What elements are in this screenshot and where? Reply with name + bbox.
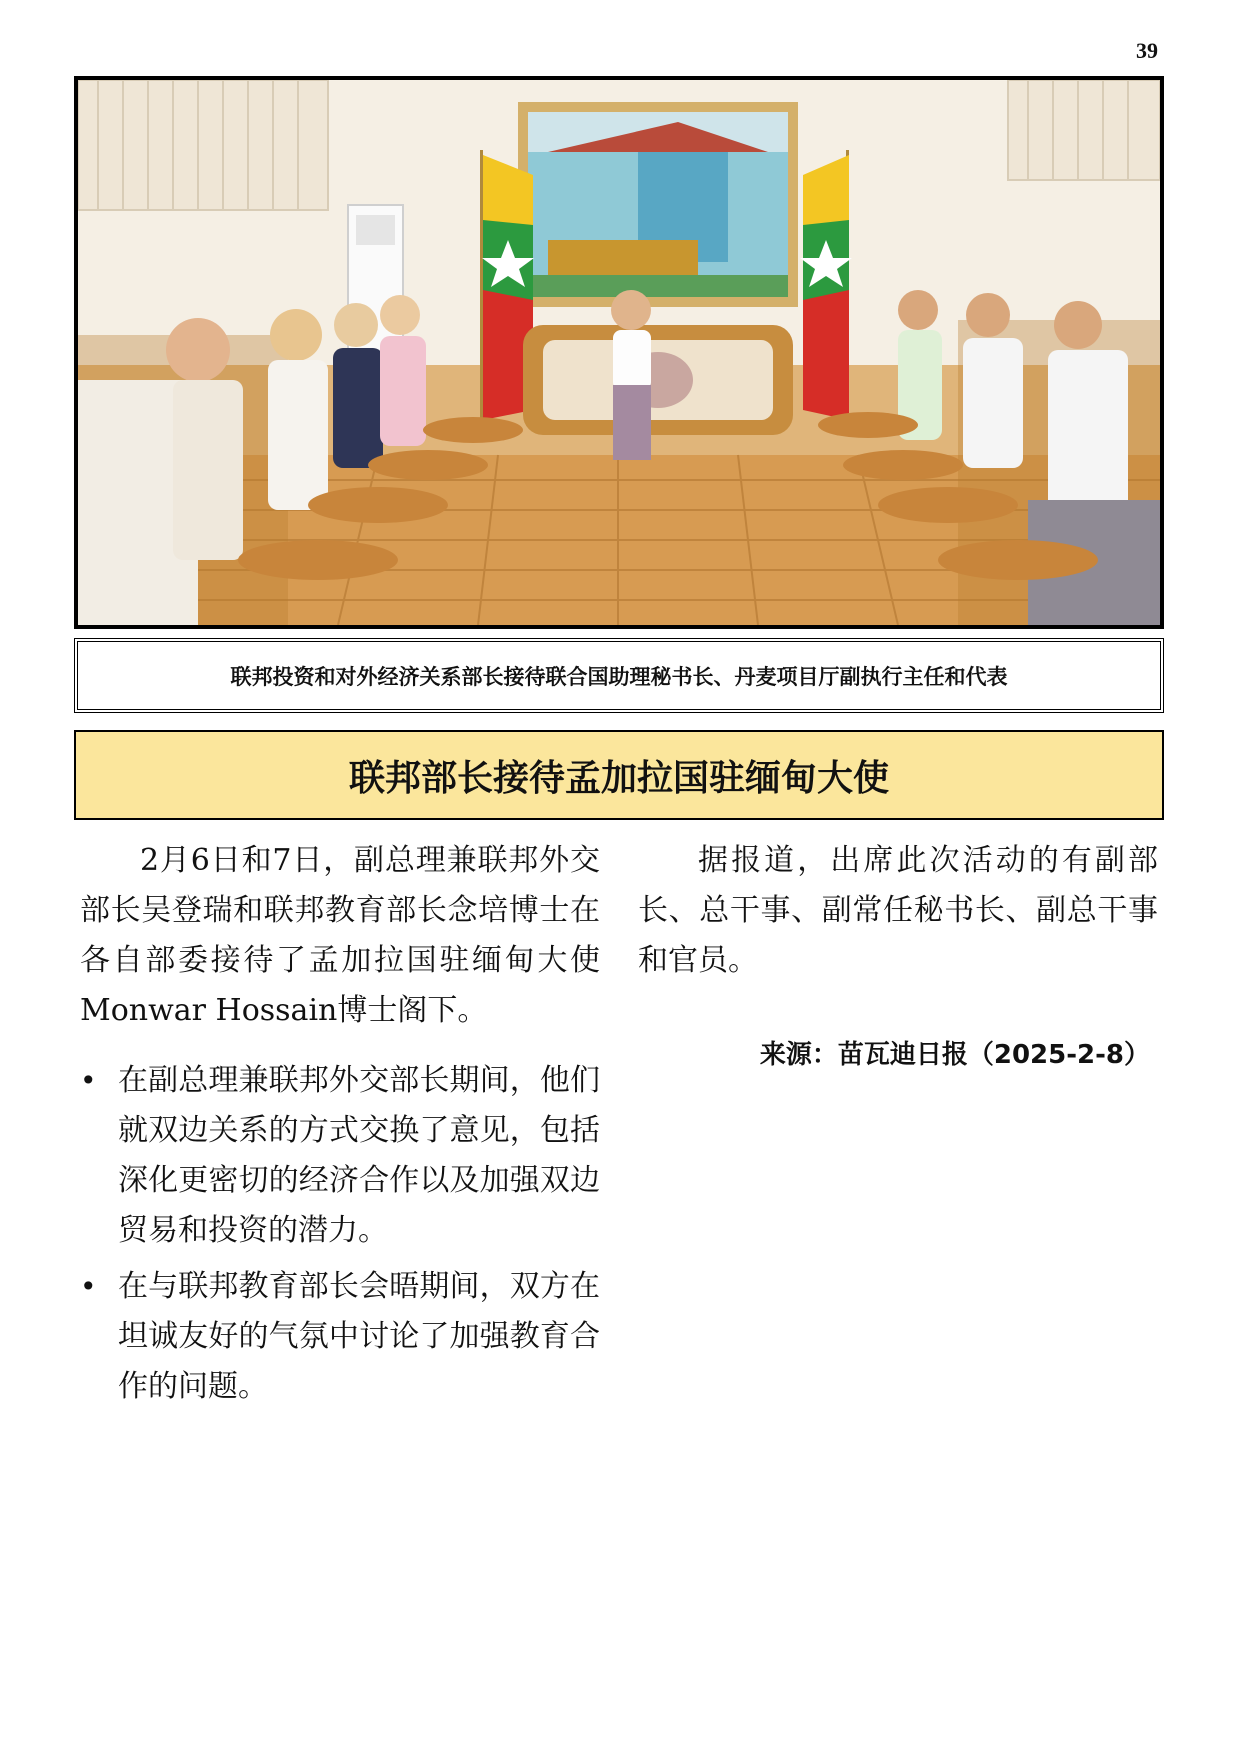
wall-painting [518,102,798,307]
article-title: 联邦部长接待孟加拉国驻缅甸大使 [74,730,1164,820]
article-column-right [638,836,1158,1080]
photo-caption: 联邦投资和对外经济关系部长接待联合国助理秘书长、丹麦项目厅副执行主任和代表 [74,638,1164,713]
bullet-icon: • [80,1270,97,1303]
bullet-list [80,1056,600,1412]
central-sofa [523,325,793,435]
bullet-icon: • [80,1064,97,1097]
article-column-left [80,836,600,1418]
curtain-left [78,80,328,210]
bullet-text: 在与联邦教育部长会晤期间，双方在坦诚友好的气氛中讨论了加强教育合作的问题。 [118,1269,600,1404]
flag-right [800,150,852,430]
central-person [611,290,651,460]
bullet-text: 在副总理兼联邦外交部长期间，他们就双边关系的方式交换了意见，包括深化更密切的经济合作以及加强双边贸易和投资的潜力。 [118,1063,600,1248]
page-number: 39 [1136,38,1158,63]
article-source: 来源：苗瓦迪日报（2025-2-8） [759,1040,1150,1070]
article-paragraph: 2月6日和7日，副总理兼联邦外交部长吴登瑞和联邦教育部长念培博士在各自部委接待了孟加拉国驻缅甸大使Monwar Hossain博士阁下。 [80,843,600,1028]
list-item [80,1056,600,1256]
meeting-photo [74,76,1164,629]
article-paragraph: 据报道，出席此次活动的有副部长、总干事、副常任秘书长、副总干事和官员。 [638,843,1158,978]
curtain-right [1008,80,1160,180]
list-item [80,1262,600,1412]
meeting-photo-illustration [78,80,1160,625]
